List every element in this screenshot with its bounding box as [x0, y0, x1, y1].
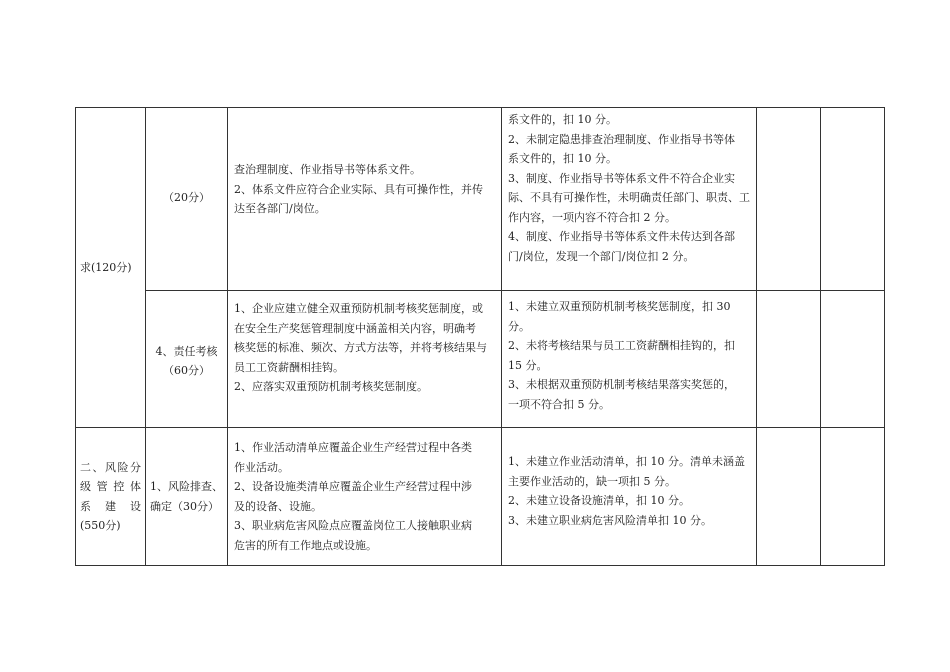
- item-line: 4、责任考核: [155, 344, 218, 358]
- category-label: 求(120分): [80, 260, 132, 274]
- scoring-line: 2、未将考核结果与员工工资薪酬相挂钩的，扣: [508, 339, 735, 352]
- item-cell: [146, 428, 228, 566]
- empty-cell: [821, 428, 885, 566]
- table-row: [76, 428, 885, 566]
- category-cell: [76, 108, 146, 428]
- empty-cell: [757, 291, 821, 428]
- item-cell: [146, 108, 228, 291]
- empty-cell: [757, 108, 821, 291]
- content-cell: [228, 108, 502, 291]
- item-line: 确定（30分）: [150, 499, 219, 513]
- category-cell: [76, 428, 146, 566]
- assessment-table: [75, 107, 885, 566]
- content-line: 2、设备设施类清单应覆盖企业生产经营过程中涉: [234, 480, 472, 493]
- content-line: 作业活动。: [234, 460, 289, 474]
- scoring-line: 门/岗位，发现一个部门/岗位扣 2 分。: [508, 249, 695, 263]
- scoring-line: 3、未建立职业病危害风险清单扣 10 分。: [508, 513, 712, 527]
- table-row: [76, 291, 885, 428]
- content-line: 2、应落实双重预防机制考核奖惩制度。: [234, 380, 428, 393]
- item-line: （20分）: [163, 191, 210, 204]
- scoring-line: 1、未建立双重预防机制考核奖惩制度，扣 30: [508, 300, 731, 313]
- content-line: 员工工资薪酬相挂钩。: [234, 360, 344, 374]
- content-cell: [228, 291, 502, 428]
- content-line: 1、作业活动清单应覆盖企业生产经营过程中各类: [234, 441, 472, 454]
- content-line: 及的设备、设施。: [234, 499, 322, 513]
- category-line: 级管控体: [80, 480, 141, 493]
- item-line: 1、风险排查、: [150, 480, 223, 493]
- category-line: (550分): [80, 519, 121, 532]
- scoring-line: 1、未建立作业活动清单，扣 10 分。清单未涵盖: [508, 455, 745, 468]
- content-line: 查治理制度、作业指导书等体系文件。: [234, 163, 421, 176]
- scoring-line: 系文件的，扣 10 分。: [508, 152, 617, 165]
- content-line: 达至各部门/岗位。: [234, 202, 326, 215]
- empty-cell: [757, 428, 821, 566]
- scoring-line: 3、未根据双重预防机制考核结果落实奖惩的，: [508, 378, 735, 391]
- content-line: 核奖惩的标准、频次、方式方法等，并将考核结果与: [234, 341, 487, 354]
- scoring-line: 15 分。: [508, 358, 548, 372]
- category-line: 二、风险分: [80, 460, 141, 474]
- scoring-line: 2、未建立设备设施清单，扣 10 分。: [508, 494, 690, 507]
- table-row: [76, 108, 885, 291]
- content-line: 在安全生产奖惩管理制度中涵盖相关内容，明确考: [234, 321, 476, 335]
- scoring-line: 2、未制定隐患排查治理制度、作业指导书等体: [508, 132, 735, 146]
- empty-cell: [821, 108, 885, 291]
- scoring-line: 主要作业活动的，缺一项扣 5 分。: [508, 474, 676, 488]
- content-cell: [228, 428, 502, 566]
- content-line: 1、企业应建立健全双重预防机制考核奖惩制度，或: [234, 302, 483, 315]
- scoring-cell: [502, 291, 757, 428]
- item-cell: [146, 291, 228, 428]
- content-line: 危害的所有工作地点或设施。: [234, 538, 377, 552]
- category-line: 系 建 设: [80, 499, 141, 513]
- scoring-line: 作内容，一项内容不符合扣 2 分。: [508, 210, 676, 224]
- scoring-line: 分。: [508, 319, 530, 333]
- scoring-cell: [502, 108, 757, 291]
- item-line: （60分）: [163, 364, 210, 377]
- scoring-line: 一项不符合扣 5 分。: [508, 397, 610, 411]
- scoring-line: 际、不具有可操作性，未明确责任部门、职责、工: [508, 191, 750, 204]
- content-line: 3、职业病危害风险点应覆盖岗位工人接触职业病: [234, 519, 472, 532]
- scoring-line: 3、制度、作业指导书等体系文件不符合企业实: [508, 171, 735, 185]
- content-line: 2、体系文件应符合企业实际、具有可操作性，并传: [234, 182, 483, 196]
- scoring-line: 4、制度、作业指导书等体系文件未传达到各部: [508, 230, 735, 243]
- scoring-line: 系文件的，扣 10 分。: [508, 113, 617, 126]
- scoring-cell: [502, 428, 757, 566]
- empty-cell: [821, 291, 885, 428]
